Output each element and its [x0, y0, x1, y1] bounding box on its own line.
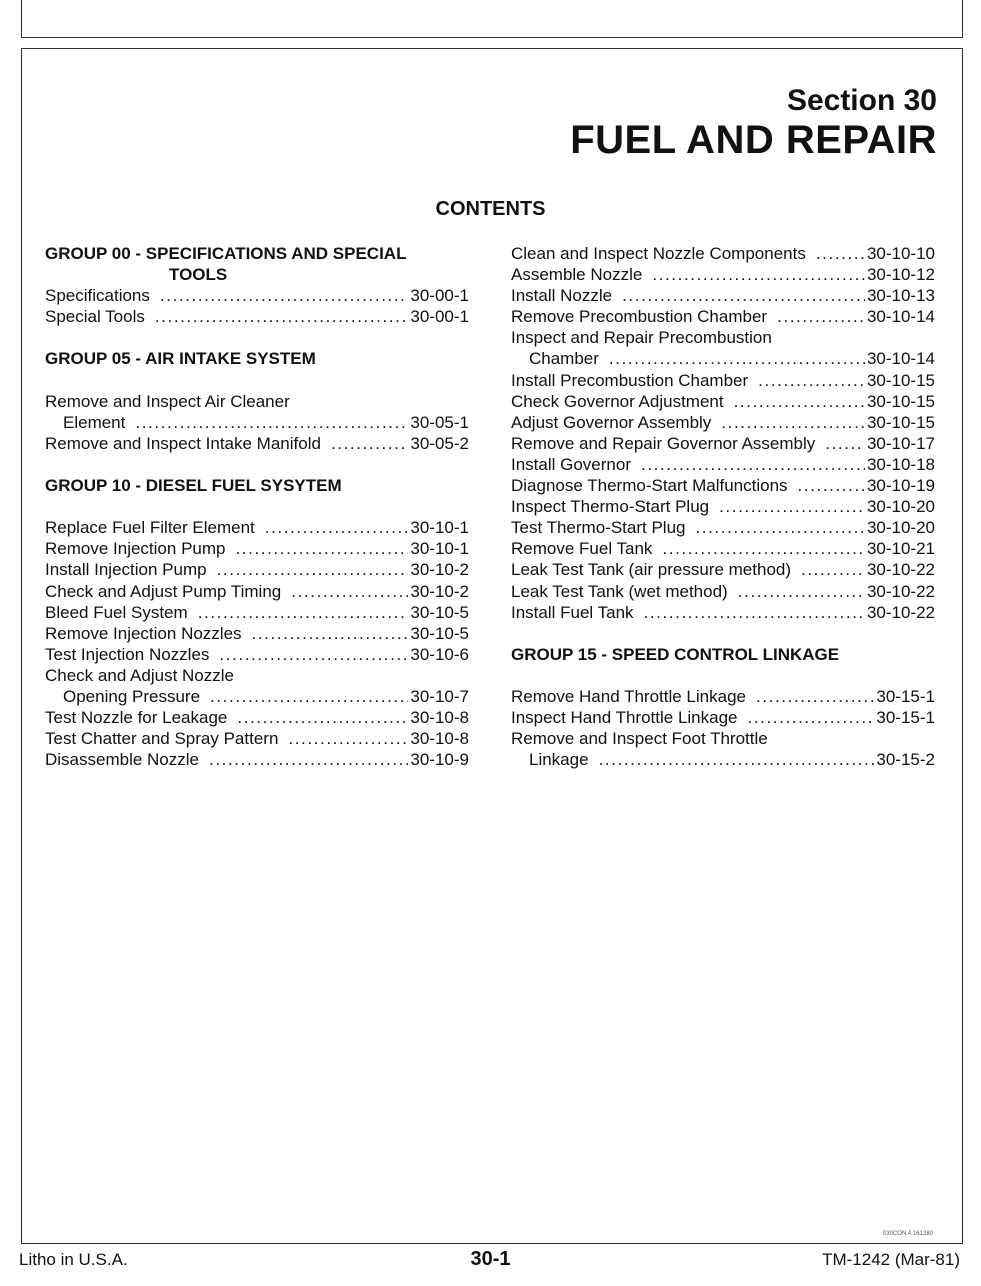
toc-entry-page: 30-10-1 [410, 518, 469, 538]
toc-entry[interactable] [45, 538, 469, 559]
toc-entry-title: Leak Test Tank (wet method) [511, 581, 728, 601]
toc-entry-page: 30-05-1 [410, 412, 469, 432]
leader-dots [237, 707, 408, 728]
toc-entry[interactable] [45, 644, 469, 665]
leader-dots [609, 348, 865, 369]
toc-entry-page: 30-00-1 [410, 286, 469, 306]
toc-entry[interactable] [45, 749, 469, 770]
leader-dots [758, 370, 865, 391]
toc-entry-title: Diagnose Thermo-Start Malfunctions [511, 476, 788, 496]
toc-entry-title: Install Governor [511, 454, 631, 474]
toc-entry-title: Bleed Fuel System [45, 602, 188, 622]
toc-entry-page: 30-10-19 [866, 476, 935, 496]
toc-entry-page: 30-10-15 [866, 412, 935, 432]
toc-entry-page: 30-15-1 [876, 708, 935, 728]
toc-entry[interactable] [45, 517, 469, 538]
toc-entry-title: Remove Fuel Tank [511, 539, 653, 559]
toc-entry-title: Inspect Thermo-Start Plug [511, 497, 710, 517]
leader-dots [252, 623, 409, 644]
footer-tm-number: TM-1242 (Mar-81) [822, 1250, 960, 1269]
toc-entry-title: Assemble Nozzle [511, 265, 643, 285]
footer-litho: Litho in U.S.A. [19, 1250, 128, 1269]
toc-entry-page: 30-10-1 [410, 539, 469, 559]
leader-dots [288, 728, 408, 749]
toc-entry-page: 30-05-2 [410, 433, 469, 453]
leader-dots [734, 391, 865, 412]
leader-dots [135, 412, 408, 433]
toc-entry-title: Remove Injection Nozzles [45, 623, 242, 643]
toc-entry[interactable] [511, 538, 935, 559]
leader-dots [719, 496, 865, 517]
toc-entry-page: 30-10-15 [866, 391, 935, 411]
toc-entry-page: 30-10-14 [866, 349, 935, 369]
toc-entry-page: 30-10-20 [866, 518, 935, 538]
toc-entry[interactable] [511, 749, 935, 770]
toc-entry-title: Disassemble Nozzle [45, 750, 199, 770]
toc-entry[interactable] [511, 559, 935, 580]
toc-entry[interactable] [511, 243, 935, 264]
toc-entry[interactable] [511, 391, 935, 412]
toc-entry-page: 30-10-22 [866, 581, 935, 601]
toc-entry-title: Install Fuel Tank [511, 602, 634, 622]
toc-entry[interactable] [45, 707, 469, 728]
toc-entry-title: Install Precombustion Chamber [511, 370, 749, 390]
toc-entry-page: 30-10-15 [866, 370, 935, 390]
toc-entry[interactable] [511, 602, 935, 623]
toc-entry-page: 30-10-2 [410, 560, 469, 580]
leader-dots [160, 285, 409, 306]
group-00-title-cont: TOOLS [169, 265, 228, 285]
toc-entry-page: 30-10-5 [410, 602, 469, 622]
leader-dots [801, 559, 865, 580]
leader-dots [644, 602, 865, 623]
toc-entry-title: Test Nozzle for Leakage [45, 708, 228, 728]
leader-dots [265, 517, 409, 538]
toc-entry-title: Remove and Repair Governor Assembly [511, 433, 816, 453]
toc-entry-page: 30-10-18 [866, 454, 935, 474]
toc-entry-page: 30-10-20 [866, 497, 935, 517]
toc-entry-page: 30-10-12 [866, 265, 935, 285]
toc-entry-wrapped-line[interactable]: Check and Adjust Nozzle [45, 665, 234, 685]
toc-entry-wrapped-line[interactable]: Inspect and Repair Precombustion [511, 328, 772, 348]
contents-heading: CONTENTS [435, 198, 546, 220]
toc-entry-title: Test Injection Nozzles [45, 644, 210, 664]
leader-dots [798, 475, 865, 496]
toc-entry[interactable] [511, 686, 935, 707]
toc-entry-page: 30-10-9 [410, 750, 469, 770]
section-title: FUEL AND REPAIR [570, 118, 937, 162]
toc-entry[interactable] [45, 686, 469, 707]
toc-entry[interactable] [511, 517, 935, 538]
toc-entry[interactable] [511, 454, 935, 475]
toc-entry-page: 30-10-8 [410, 708, 469, 728]
leader-dots [756, 686, 874, 707]
toc-entry[interactable] [45, 623, 469, 644]
toc-entry-title: Remove Injection Pump [45, 539, 226, 559]
leader-dots [622, 285, 865, 306]
toc-entry[interactable] [511, 581, 935, 602]
toc-entry[interactable] [511, 306, 935, 327]
toc-entry-wrapped-line[interactable]: Remove and Inspect Air Cleaner [45, 391, 290, 411]
toc-entry-page: 30-10-21 [866, 539, 935, 559]
toc-entry-page: 30-10-7 [410, 686, 469, 706]
toc-entry-title: Specifications [45, 286, 150, 306]
toc-entry[interactable] [511, 348, 935, 369]
leader-dots [209, 749, 408, 770]
toc-entry-page: 30-10-5 [410, 623, 469, 643]
toc-entry-title: Check Governor Adjustment [511, 391, 724, 411]
section-number: Section 30 [786, 84, 937, 117]
toc-entry-title: Remove Hand Throttle Linkage [511, 686, 746, 706]
toc-entry[interactable] [45, 728, 469, 749]
group-05-heading: GROUP 05 - AIR INTAKE SYSTEM [45, 349, 316, 369]
toc-entry[interactable] [511, 707, 935, 728]
toc-entry-wrapped-line[interactable]: Remove and Inspect Foot Throttle [511, 729, 768, 749]
leader-dots [599, 749, 875, 770]
toc-entry-page: 30-10-22 [866, 560, 935, 580]
toc-entry-page: 30-15-2 [876, 750, 935, 770]
toc-entry[interactable] [511, 370, 935, 391]
toc-entry-page: 30-10-22 [866, 602, 935, 622]
toc-entry[interactable] [511, 475, 935, 496]
leader-dots [738, 581, 865, 602]
toc-entry-title: Special Tools [45, 307, 145, 327]
leader-dots [210, 686, 408, 707]
group-10-heading: GROUP 10 - DIESEL FUEL SYSYTEM [45, 476, 342, 496]
leader-dots [217, 559, 409, 580]
group-15-heading: GROUP 15 - SPEED CONTROL LINKAGE [511, 644, 840, 664]
toc-entry-title: Remove Precombustion Chamber [511, 307, 768, 327]
toc-entry-title: Clean and Inspect Nozzle Components [511, 244, 806, 263]
toc-entry[interactable] [45, 581, 469, 602]
toc-left-column [45, 243, 469, 770]
toc-entry-title: Chamber [529, 349, 599, 369]
toc-entry[interactable] [45, 412, 469, 433]
toc-entry-page: 30-10-2 [410, 581, 469, 601]
toc-entry-title: Adjust Governor Assembly [511, 412, 712, 432]
leader-dots [291, 581, 408, 602]
toc-entry-page: 30-15-1 [876, 686, 935, 706]
toc-entry[interactable] [45, 433, 469, 454]
toc-entry-title: Linkage [529, 750, 589, 770]
toc-entry-page: 30-10-6 [410, 644, 469, 664]
toc-entry-page: 30-10-17 [866, 433, 935, 453]
toc-entry-page: 30-10-13 [866, 286, 935, 306]
top-frame-rule [21, 0, 963, 38]
toc-entry[interactable] [45, 559, 469, 580]
toc-entry-title: Replace Fuel Filter Element [45, 518, 255, 538]
toc-entry[interactable] [45, 306, 469, 327]
toc-entry-page: 30-10-10 [866, 244, 935, 263]
leader-dots [331, 433, 408, 454]
leader-dots [219, 644, 408, 665]
toc-entry-page: 30-10-8 [410, 729, 469, 749]
toc-entry-title: Test Thermo-Start Plug [511, 518, 686, 538]
toc-entry-title: Remove and Inspect Intake Manifold [45, 433, 321, 453]
toc-entry-title: Check and Adjust Pump Timing [45, 581, 282, 601]
toc-entry-title: Install Nozzle [511, 286, 613, 306]
toc-entry-title: Leak Test Tank (air pressure method) [511, 560, 792, 580]
toc-right-column [511, 243, 935, 770]
leader-dots [695, 517, 864, 538]
leader-dots [641, 454, 865, 475]
group-00-heading [45, 243, 469, 285]
group-00-title: GROUP 00 - SPECIFICATIONS AND SPECIAL [45, 244, 407, 263]
toc-entry[interactable] [45, 602, 469, 623]
leader-dots [825, 433, 865, 454]
toc-entry[interactable] [511, 264, 935, 285]
toc-entry-title: Test Chatter and Spray Pattern [45, 729, 279, 749]
toc-entry-page: 30-00-1 [410, 307, 469, 327]
leader-dots [721, 412, 865, 433]
leader-dots [662, 538, 865, 559]
toc-entry[interactable] [511, 412, 935, 433]
toc-entry[interactable] [511, 433, 935, 454]
leader-dots [652, 264, 865, 285]
leader-dots [155, 306, 409, 327]
print-code-stamp: 030CON A 161280 [882, 1231, 933, 1237]
leader-dots [748, 707, 875, 728]
toc-entry[interactable] [45, 285, 469, 306]
leader-dots [777, 306, 865, 327]
toc-entry-page: 30-10-14 [866, 307, 935, 327]
leader-dots [235, 538, 408, 559]
toc-entry[interactable] [511, 285, 935, 306]
toc-entry-title: Inspect Hand Throttle Linkage [511, 708, 738, 728]
page-number: 30-1 [470, 1248, 511, 1270]
leader-dots [816, 243, 865, 264]
toc-entry-title: Opening Pressure [63, 686, 201, 706]
leader-dots [198, 602, 409, 623]
toc-entry-title: Install Injection Pump [45, 560, 207, 580]
toc-entry[interactable] [511, 496, 935, 517]
toc-entry-title: Element [63, 412, 126, 432]
